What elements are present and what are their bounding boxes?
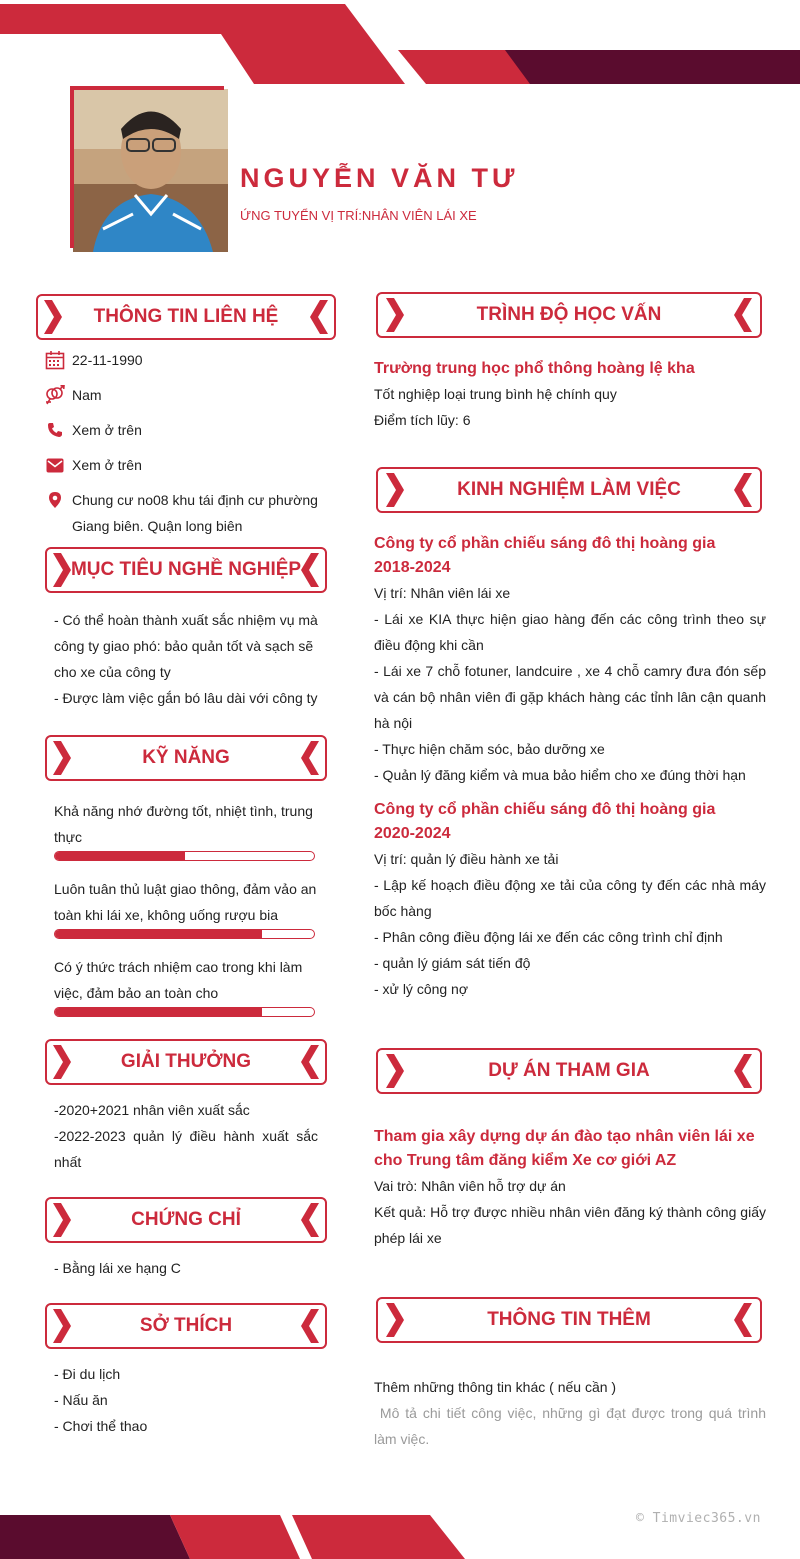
chevron-right-icon [53, 1045, 71, 1079]
award-item: -2022-2023 quản lý điều hành xuất sắc nhất [54, 1128, 318, 1170]
skill-bar [54, 929, 315, 939]
photo-frame-left [70, 86, 74, 248]
chevron-left-icon [301, 1045, 319, 1079]
section-certificates-title: CHỨNG CHỈ [131, 1209, 241, 1230]
section-experience-title: KINH NGHIỆM LÀM VIỆC [457, 479, 681, 500]
certificates-list [54, 1255, 318, 1281]
chevron-left-icon [301, 741, 319, 775]
skill-name: Có ý thức trách nhiệm cao trong khi làm việc, đảm bảo an toàn cho [54, 959, 303, 1001]
photo-frame-top [70, 86, 224, 90]
project-result: Kết quả: Hỗ trợ được nhiều nhân viên đăng ký thành công giấy phép lái xe [374, 1204, 766, 1246]
applied-position: ỨNG TUYỂN VỊ TRÍ:NHÂN VIÊN LÁI XE [240, 208, 477, 223]
section-objective-header [45, 547, 327, 593]
chevron-left-icon [301, 1203, 319, 1237]
profile-photo [73, 89, 228, 252]
education-details [374, 381, 766, 433]
project-item [374, 1125, 766, 1251]
skill-name: Khả năng nhớ đường tốt, nhiệt tình, trung thực [54, 803, 313, 845]
experience-item [374, 798, 766, 1002]
hobby-item: - Đi du lịch [54, 1366, 121, 1382]
contact-address [44, 487, 322, 539]
experience-detail: - Lập kế hoạch điều động xe tải của công ty đến các nhà máy bốc hàng [374, 877, 766, 919]
calendar-icon [44, 347, 66, 373]
experience-detail: - quản lý giám sát tiến độ [374, 955, 531, 971]
objective-text [54, 607, 318, 711]
skill-item [54, 798, 318, 861]
section-hobbies-header [45, 1303, 327, 1349]
email-value: Xem ở trên [72, 457, 142, 473]
hobby-item: - Nấu ăn [54, 1392, 108, 1408]
experience-detail: - Lái xe 7 chỗ fotuner, landcuire , xe 4 chỗ camry đưa đón sếp và cán bộ nhân viên đi gặp khách hàng các tỉnh lân cận quanh hà nội [374, 663, 766, 731]
skill-bar [54, 1007, 315, 1017]
skill-fill [55, 930, 262, 938]
experience-role: Vị trí: quản lý điều hành xe tải [374, 851, 559, 867]
extra-info [374, 1374, 770, 1452]
contact-gender [44, 382, 322, 408]
objective-line: - Được làm việc gắn bó lâu dài với công ty [54, 690, 318, 706]
contact-birthday [44, 347, 322, 373]
section-education-title: TRÌNH ĐỘ HỌC VẤN [476, 304, 662, 325]
section-awards-header [45, 1039, 327, 1085]
extra-line: Thêm những thông tin khác ( nếu cần ) [374, 1379, 617, 1395]
project-title: Tham gia xây dựng dự án đào tạo nhân viên lái xe cho Trung tâm đăng kiểm Xe cơ giới AZ [374, 1128, 755, 1169]
experience-detail: - Thực hiện chăm sóc, bảo dưỡng xe [374, 741, 605, 757]
experience-company: Công ty cổ phần chiếu sáng đô thị hoàng gia [374, 801, 716, 818]
section-certificates-header [45, 1197, 327, 1243]
chevron-left-icon [301, 553, 319, 587]
project-role: Vai trò: Nhân viên hỗ trợ dự án [374, 1178, 566, 1194]
experience-detail: - Phân công điều động lái xe đến các công trình chỉ định [374, 929, 723, 945]
experience-role: Vị trí: Nhân viên lái xe [374, 585, 511, 601]
extra-placeholder: Mô tả chi tiết công việc, những gì đạt được trong quá trình làm việc. [374, 1405, 770, 1447]
experience-detail: - xử lý công nợ [374, 981, 469, 997]
chevron-left-icon [732, 473, 754, 507]
section-extra-header [376, 1297, 762, 1343]
section-skills-header [45, 735, 327, 781]
experience-period: 2018-2024 [374, 559, 451, 576]
awards-list [54, 1097, 318, 1175]
chevron-left-icon [301, 1309, 319, 1343]
chevron-right-icon [384, 298, 406, 332]
chevron-left-icon [732, 298, 754, 332]
birthday-value: 22-11-1990 [72, 352, 143, 368]
avatar [70, 86, 228, 252]
envelope-icon [44, 452, 66, 478]
hobby-item: - Chơi thể thao [54, 1418, 148, 1434]
location-pin-icon [44, 487, 66, 513]
gender-icon [44, 382, 66, 408]
chevron-left-icon [732, 1054, 754, 1088]
section-contact-header [36, 294, 336, 340]
hobbies-list [54, 1361, 318, 1439]
chevron-right-icon [53, 741, 71, 775]
section-education-header [376, 292, 762, 338]
education-degree: Tốt nghiệp loại trung bình hệ chính quy [374, 386, 617, 402]
phone-value: Xem ở trên [72, 422, 142, 438]
objective-line: - Có thể hoàn thành xuất sắc nhiệm vụ mà công ty giao phó: bảo quản tốt và sạch sẽ cho xe của công ty [54, 612, 318, 680]
section-projects-header [376, 1048, 762, 1094]
phone-icon [44, 417, 66, 443]
experience-detail: - Quản lý đăng kiểm và mua bảo hiểm cho xe đúng thời hạn [374, 767, 746, 783]
section-projects-title: DỰ ÁN THAM GIA [488, 1060, 650, 1081]
chevron-right-icon [384, 1054, 406, 1088]
contact-email [44, 452, 322, 478]
chevron-right-icon [384, 473, 406, 507]
experience-company: Công ty cổ phần chiếu sáng đô thị hoàng gia [374, 535, 716, 552]
header-decoration [0, 0, 800, 90]
section-contact-title: THÔNG TIN LIÊN HỆ [93, 306, 279, 327]
watermark: © Timviec365.vn [636, 1511, 761, 1526]
skill-item [54, 954, 318, 1017]
chevron-right-icon [53, 1309, 71, 1343]
education-school: Trường trung học phổ thông hoàng lệ kha [374, 360, 695, 377]
section-objective-title: MỤC TIÊU NGHỀ NGHIỆP [70, 559, 302, 580]
section-experience-header [376, 467, 762, 513]
chevron-right-icon [53, 553, 71, 587]
contact-phone [44, 417, 322, 443]
award-item: -2020+2021 nhân viên xuất sắc [54, 1102, 250, 1118]
skill-item [54, 876, 318, 939]
certificate-item: - Bằng lái xe hạng C [54, 1260, 181, 1276]
skill-fill [55, 852, 185, 860]
gender-value: Nam [72, 387, 102, 403]
chevron-right-icon [44, 300, 62, 334]
section-skills-title: KỸ NĂNG [142, 747, 230, 768]
chevron-right-icon [53, 1203, 71, 1237]
section-extra-title: THÔNG TIN THÊM [487, 1309, 651, 1330]
skill-fill [55, 1008, 262, 1016]
experience-period: 2020-2024 [374, 825, 451, 842]
experience-detail: - Lái xe KIA thực hiện giao hàng đến các công trình theo sự điều động khi cần [374, 611, 766, 653]
section-hobbies-title: SỞ THÍCH [139, 1315, 233, 1336]
education-gpa: Điểm tích lũy: 6 [374, 412, 471, 428]
chevron-right-icon [384, 1303, 406, 1337]
chevron-left-icon [310, 300, 328, 334]
candidate-name: NGUYỄN VĂN TƯ [240, 163, 519, 193]
experience-item [374, 532, 766, 788]
section-awards-title: GIẢI THƯỞNG [120, 1051, 252, 1072]
chevron-left-icon [732, 1303, 754, 1337]
skill-name: Luôn tuân thủ luật giao thông, đảm vảo an toàn khi lái xe, không uống rượu bia [54, 881, 317, 923]
skill-bar [54, 851, 315, 861]
address-value: Chung cư no08 khu tái định cư phường Giang biên. Quận long biên [72, 492, 318, 534]
